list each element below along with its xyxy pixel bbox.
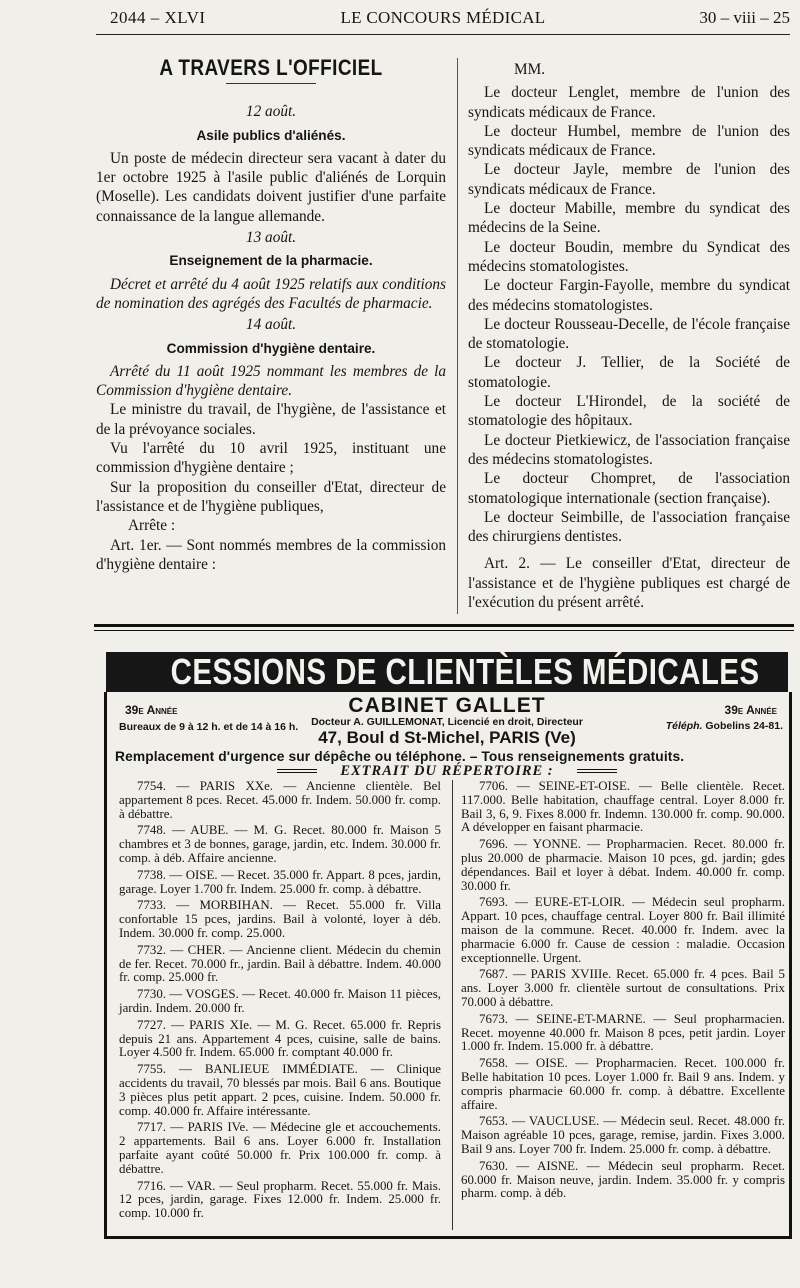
- subsection-heading: Asile publics d'aliénés.: [196, 127, 346, 143]
- section-rule-thick: [94, 624, 794, 627]
- listing: 7706. — SEINE-ET-OISE. — Belle clientèle. Recet. 117.000. Belle habitation, chauffage central. Loyer 8.000 fr. Bail 3, 6, 9. Fixes 8.000 fr. Indemn. 130.000 fr. comp. 90.000. A développer en faisant pharmacie.: [461, 779, 785, 835]
- paragraph: Décret et arrêté du 4 août 1925 relatifs aux conditions de nomination des agrégés des Facultés de pharmacie.: [96, 275, 446, 312]
- section-title: A TRAVERS L'OFFICIEL: [159, 55, 383, 80]
- listing: 7673. — SEINE-ET-MARNE. — Seul propharmacien. Recet. moyenne 40.000 fr. Maison 8 pces, petit jardin. Loyer 1.000 fr. Indem. 15.000 fr. à débattre.: [461, 1011, 785, 1054]
- right-column: [468, 50, 790, 612]
- member-entry: Le docteur Boudin, membre du Syndicat des médecins stomatologistes.: [468, 238, 790, 275]
- listing: 7653. — VAUCLUSE. — Médecin seul. Recet. 48.000 fr. Maison agréable 10 pces, garage, remise, jardin. Fixes 3.000. Bail 9 ans. Loyer 700 fr. Indem. 25.000 fr. comp. à débattre.: [461, 1114, 785, 1156]
- listing: 7630. — AISNE. — Médecin seul propharm. Recet. 60.000 fr. Maison neuve, jardin. Indem. 35.000 fr. y compris pharm. comp. à déb.: [461, 1158, 785, 1201]
- listing: 7687. — PARIS XVIIIe. Recet. 65.000 fr. 4 pces. Bail 5 ans. Loyer 3.000 fr. clientèle surtout de consultations. Prix 70.000 à débattre.: [461, 967, 785, 1009]
- member-entry: Le docteur J. Tellier, de la Société de stomatologie.: [468, 354, 790, 391]
- listing: 7738. — OISE. — Recet. 35.000 fr. Appart. 8 pces, jardin, garage. Loyer 1.700 fr. Indem. 25.000 fr. comp. à débattre.: [119, 867, 441, 896]
- date-heading: 14 août.: [245, 316, 297, 334]
- extract-title: EXTRAIT DU RÉPERTOIRE :: [340, 763, 554, 779]
- paragraph: Un poste de médecin directeur sera vacant à dater du 1er octobre 1925 à l'asile public d'aliénés de Lorquin (Moselle). Les candidats doivent justifier d'une parfaite connaissance de la langue allemande.: [96, 149, 446, 225]
- banner-title: CESSIONS DE CLIENTÈLES MÉDICALES: [170, 652, 760, 692]
- listings-left: [119, 780, 441, 1224]
- member-entry: Le docteur Jayle, membre de l'union des syndicats médicaux de France.: [468, 161, 790, 198]
- subsection-heading: Enseignement de la pharmacie.: [169, 253, 373, 269]
- listing: 7732. — CHER. — Ancienne client. Médecin du chemin de fer. Recet. 70.000 fr., jardin. Bail à débattre. Indem. 40.000 fr. comp. 25.000 fr.: [119, 942, 441, 985]
- date-heading: 13 août.: [245, 229, 297, 247]
- paragraph: Le ministre du travail, de l'hygiène, de l'assistance et de la prévoyance sociales.: [96, 401, 446, 438]
- listing: 7696. — YONNE. — Propharmacien. Recet. 80.000 fr. plus 20.000 de pharmacie. Maison 10 pces, gd. jardin; gdes dépendances. Bail et loyer à débat. Indem. 40.000 fr. comp. 30.000 fr.: [461, 837, 785, 893]
- paragraph: Vu l'arrêté du 10 avril 1925, instituant une commission d'hygiène dentaire ;: [96, 440, 446, 477]
- page-number: 2044 – XLVI: [110, 8, 206, 27]
- classifieds-box: [104, 692, 792, 1239]
- listing: 7717. — PARIS IVe. — Médecine gle et accouchements. 2 appartements. Bail 6 ans. Loyer 6.000 fr. Installation parfaite ayant coûté 50.000 fr. Prix 100.000 fr. comp. à débattre.: [119, 1120, 441, 1176]
- director-line: Docteur A. GUILLEMONAT, Licencié en droit, Directeur: [311, 716, 583, 728]
- listing: 7755. — BANLIEUE IMMÉDIATE. — Clinique accidents du travail, 70 blessés par mois. Bail 6 ans. Boutique 3 pièces plus petit appart. 2 pces, cuisine. Indem. 50.000 fr. comp. 40.000 fr. Affaire intéressante.: [119, 1062, 441, 1118]
- member-entry: Le docteur Lenglet, membre de l'union des syndicats médicaux de France.: [468, 84, 790, 121]
- paragraph: Arrêté du 11 août 1925 nommant les membres de la Commission d'hygiène dentaire.: [96, 362, 446, 400]
- header-rule: [96, 34, 790, 35]
- year-label-right: 39e Année: [724, 703, 777, 717]
- double-rule-left: [277, 769, 317, 773]
- member-entry: Le docteur Humbel, membre de l'union des syndicats médicaux de France.: [468, 122, 790, 160]
- listings-right: [461, 780, 785, 1204]
- listings-divider: [452, 780, 453, 1230]
- year-label-left: 39e Année: [125, 703, 178, 717]
- listing: 7733. — MORBIHAN. — Recet. 55.000 fr. Villa confortable 15 pces, jardins. Bail à volonté, loyer à déb. Indem. 30.000 fr. comp. 25.000.: [119, 898, 441, 940]
- listings: [119, 780, 785, 1232]
- member-entry: Le docteur Rousseau-Decelle, de l'école française de stomatologie.: [468, 315, 790, 353]
- paragraph: Sur la proposition du conseiller d'Etat, directeur de l'assistance et de l'hygiène publiques,: [96, 478, 446, 515]
- column-divider: [457, 58, 458, 614]
- listing: 7658. — OISE. — Propharmacien. Recet. 100.000 fr. Belle habitation 10 pces. Loyer 1.000 fr. Bail 9 ans. Indem. y compris pharmacie 60.000 fr. comp. à débattre. Excellente affaire.: [461, 1056, 785, 1112]
- member-entry: Le docteur Pietkiewicz, de l'association française des médecins stomatologistes.: [468, 431, 790, 468]
- cabinet-name: CABINET GALLET: [348, 694, 546, 717]
- cabinet-address: 47, Boul d St-Michel, PARIS (Ve): [318, 728, 576, 747]
- telephone-label: Téléph.: [665, 720, 703, 732]
- member-entry: Le docteur Fargin-Fayolle, membre du syndicat des médecins stomatologistes.: [468, 277, 790, 314]
- listing: 7693. — EURE-ET-LOIR. — Médecin seul propharm. Appart. 10 pces, chauffage central. Loyer 800 fr. Bail illimité maison de la commune. Recet. 40.000 fr. Indem. avec la pharmacie 6.000 fr. Cause de cession : maladie. Occasion exceptionnelle. Urgent.: [461, 895, 785, 965]
- member-entry: Le docteur Chompret, de l'association stomatologique internationale (section française).: [468, 470, 790, 507]
- article-2: Art. 2. — Le conseiller d'Etat, directeur de l'assistance et de l'hygiène publiques est chargé de l'exécution du présent arrêté.: [468, 555, 790, 612]
- mm-label: MM.: [514, 61, 546, 78]
- issue-date: 30 – viii – 25: [699, 8, 790, 27]
- running-header: [96, 6, 790, 30]
- title-underline: [226, 83, 316, 84]
- urgent-notice: Remplacement d'urgence sur dépêche ou téléphone. – Tous renseignements gratuits.: [115, 749, 685, 764]
- listing: 7748. — AUBE. — M. G. Recet. 80.000 fr. Maison 5 chambres et 3 de bonnes, garage, jardin, etc. Indem. 30.000 fr. comp. à déb. Affaire ancienne.: [119, 823, 441, 865]
- classifieds-banner: [106, 652, 788, 692]
- member-entry: Le docteur L'Hirondel, de la société de stomatologie des hôpitaux.: [468, 393, 790, 430]
- date-heading: 12 août.: [245, 103, 297, 121]
- listing: 7727. — PARIS XIe. — M. G. Recet. 65.000 fr. Repris depuis 21 ans. Appartement 4 pces, cuisine, salle de bains. Loyer 4.500 fr. Indem. 65.000 fr. comptant 40.000 fr.: [119, 1017, 441, 1060]
- article-1: Art. 1er. — Sont nommés membres de la commission d'hygiène dentaire :: [96, 536, 446, 573]
- left-column: [96, 50, 446, 574]
- telephone: [666, 720, 783, 732]
- section-rule-thin: [94, 630, 794, 631]
- listing: 7730. — VOSGES. — Recet. 40.000 fr. Maison 11 pièces, jardin. Indem. 20.000 fr.: [119, 987, 441, 1015]
- member-entry: Le docteur Mabille, membre du syndicat des médecins de la Seine.: [468, 200, 790, 237]
- arrete-line: Arrête :: [128, 517, 176, 535]
- office-hours: Bureaux de 9 à 12 h. et de 14 à 16 h.: [119, 721, 299, 733]
- listing: 7754. — PARIS XXe. — Ancienne clientèle. Bel appartement 8 pces. Recet. 45.000 fr. Indem. 50.000 fr. comp. à débattre.: [119, 779, 441, 821]
- subsection-heading: Commission d'hygiène dentaire.: [166, 340, 376, 356]
- double-rule-right: [577, 769, 617, 773]
- member-entry: Le docteur Seimbille, de l'association française des chirurgiens dentistes.: [468, 508, 790, 546]
- telephone-number: Gobelins 24-81.: [705, 720, 783, 732]
- listing: 7716. — VAR. — Seul propharm. Recet. 55.000 fr. Mais. 12 pces, jardin, garage. Fixes 12.000 fr. Indem. 25.000 fr. comp. 10.000 fr.: [119, 1178, 441, 1221]
- journal-title: LE CONCOURS MÉDICAL: [340, 8, 546, 27]
- extract-heading: [277, 765, 617, 779]
